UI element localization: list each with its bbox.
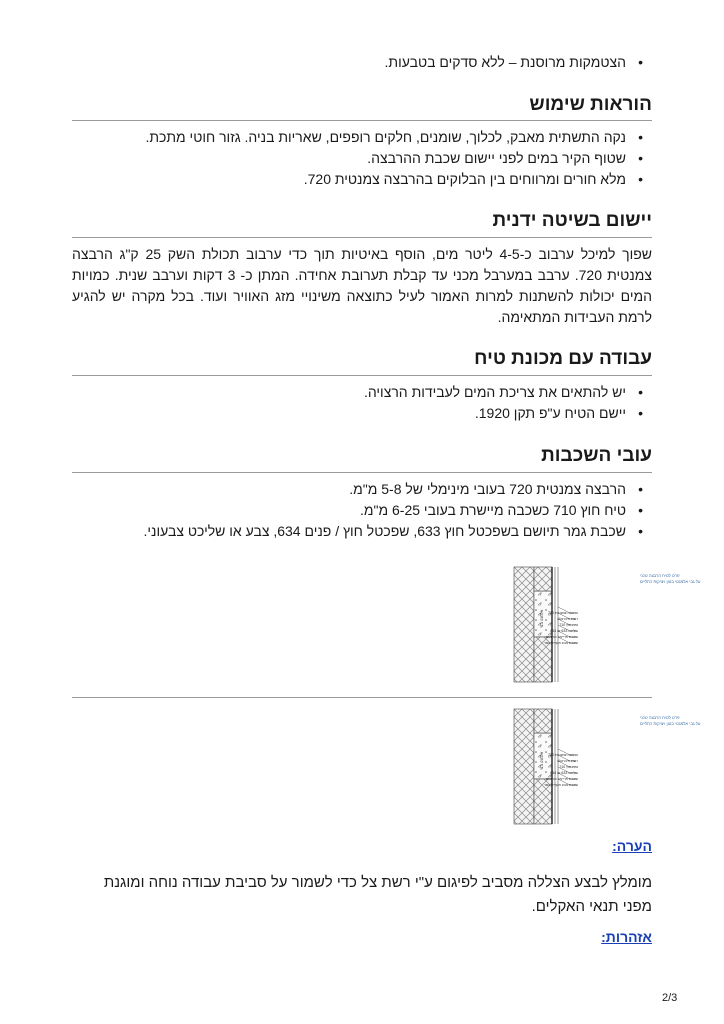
layers-list xyxy=(46,479,652,542)
brick-layer-left xyxy=(514,709,534,824)
brick-layer-left xyxy=(514,567,534,682)
figure-callout: רשת פיברגלס xyxy=(557,617,578,621)
list-item: • מלא חורים ומרווחים בין הבלוקים בהרבצה צמנטית 720. xyxy=(46,169,626,190)
layers-heading: עובי השכבות xyxy=(541,445,652,466)
brick-layer xyxy=(534,709,552,733)
manual-paragraph: שפוך למיכל ערבוב כ-4-5 ליטר מים, הוסף באיטיות תוך כדי ערבוב תכולת השק 25 ק"ג הרבצה צמנטית 720. ערבב במערבל מכני עד קבלת תערובת אחידה. המתן כ- 3 דקות וערבב שנית. כמויות המים יכולות להשתנות למרות האמור לעיל כתוצאה משינויי מזג האוויר ועוד. בכל מקרה יש להגיע לרמת העבידות המתאימה. xyxy=(72,246,652,325)
section-divider xyxy=(72,375,652,376)
usage-list xyxy=(46,127,652,190)
list-item: • יישם הטיח ע"פ תקן 1920. xyxy=(46,403,626,424)
machine-heading: עבודה עם מכונת טיח xyxy=(474,348,652,369)
list-item: • טיח חוץ 710 כשכבה מיישרת בעובי 6-25 מ"מ. xyxy=(46,500,626,521)
figure-callout: טיח חוץ 710 xyxy=(559,765,578,769)
machine-list xyxy=(46,382,652,424)
section-divider xyxy=(72,472,652,473)
wall-section-figure xyxy=(514,709,701,824)
figure-caption: על גבי אלמנטי בטון ויציקות כתליים xyxy=(640,579,701,584)
figure-caption: על גבי אלמנטי בטון ויציקות כתליים xyxy=(640,721,701,726)
wall-section-figure xyxy=(514,567,701,682)
figure-callout: הרבצה צמנטית 720 xyxy=(548,611,578,615)
figure-callout: שליכט 633 או 634 xyxy=(550,771,578,775)
note-text: מומלץ לבצע הצללה מסביב לפיגום ע"י רשת צל כדי לשמור על סביבת עבודה נוחה ומוגנת מפני תנאי האקלים. xyxy=(103,874,652,915)
list-item: • נקה התשתית מאבק, לכלוך, שומנים, חלקים רופפים, שאריות בניה. גזור חוטי מתכת. xyxy=(46,127,626,148)
usage-heading: הוראות שימוש xyxy=(529,94,652,115)
brick-layer xyxy=(534,567,552,591)
list-item: • הרבצה צמנטית 720 בעובי מינימלי של 5-8 מ"מ. xyxy=(46,479,626,500)
list-item: • שטוף הקיר במים לפני יישום שכבת ההרבצה. xyxy=(46,148,626,169)
page-number: 2/3 xyxy=(662,992,678,1004)
figure-callout: שליכט 633 או 634 xyxy=(550,629,578,633)
figure-caption: פרט לטיח הרבצה טכני xyxy=(640,573,680,578)
list-item: • יש להתאים את צריכת המים לעבידות הרצויה. xyxy=(46,382,626,403)
figure-callout: שכבת פריימר מתאים xyxy=(546,635,578,639)
intro-list xyxy=(46,52,652,73)
figure-callout: הרבצה צמנטית 720 xyxy=(548,753,578,757)
list-item: • הצטמקות מרוסנת – ללא סדקים בטבעות. xyxy=(46,52,626,73)
wall-label: אלמנט בנוי xyxy=(539,751,544,771)
figure-callout: שכבת צבע אקרילי גמר xyxy=(543,783,578,787)
figure-callout: שכבת פריימר מתאים xyxy=(546,777,578,781)
note-heading: הערה: xyxy=(612,838,652,854)
figure-callout: רשת פיברגלס xyxy=(557,759,578,763)
wall-label: אלמנט בנוי xyxy=(539,609,544,629)
figure-callout: טיח חוץ 710 xyxy=(559,623,578,627)
section-divider xyxy=(72,697,652,698)
section-divider xyxy=(72,237,652,238)
list-item: • שכבת גמר תיושם בשפכטל חוץ 633, שפכטל חוץ / פנים 634, צבע או שליכט צבעוני. xyxy=(46,521,626,542)
section-divider xyxy=(72,120,652,121)
manual-heading: יישום בשיטה ידנית xyxy=(492,210,652,231)
figure-caption: פרט לטיח הרבצה טכני xyxy=(640,715,680,720)
warnings-heading: אזהרות: xyxy=(601,929,652,945)
figure-callout: שכבת צבע אקרילי גמר xyxy=(543,641,578,645)
